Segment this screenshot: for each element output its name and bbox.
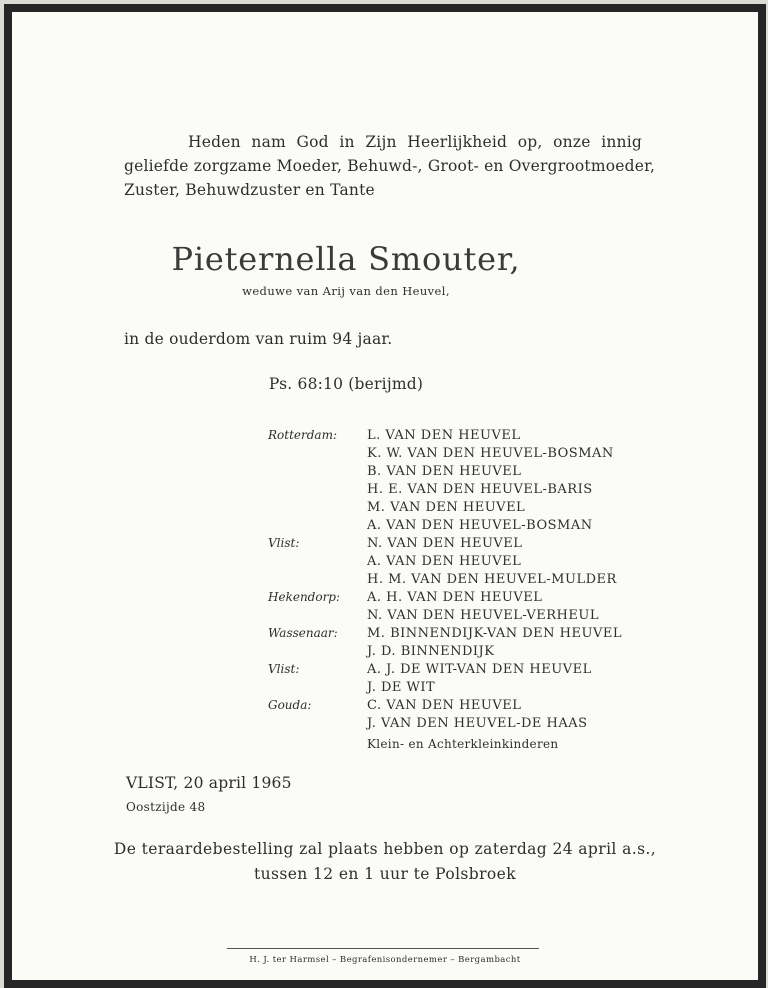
family-member: M. BINNENDIJK-VAN DEN HEUVEL [367, 626, 622, 641]
place-date: VLIST, 20 april 1965 [126, 774, 292, 792]
family-member: A. H. VAN DEN HEUVEL [367, 590, 543, 605]
family-member: A. J. DE WIT-VAN DEN HEUVEL [367, 662, 592, 677]
family-member: J. D. BINNENDIJK [367, 644, 495, 659]
family-member: A. VAN DEN HEUVEL-BOSMAN [367, 518, 593, 533]
family-group [268, 661, 622, 697]
family-member: N. VAN DEN HEUVEL-VERHEUL [367, 608, 599, 623]
family-member: K. W. VAN DEN HEUVEL-BOSMAN [367, 446, 614, 461]
psalm-reference: Ps. 68:10 (berijmd) [268, 375, 424, 393]
address: Oostzijde 48 [126, 800, 206, 814]
funeral-line: De teraardebestelling zal plaats hebben op zaterdag 24 april a.s., [113, 840, 657, 858]
widow-of-line: weduwe van Arij van den Heuvel, [242, 284, 450, 298]
family-member: M. VAN DEN HEUVEL [367, 500, 526, 515]
family-place: Rotterdam: [268, 428, 337, 442]
footer-divider [227, 948, 539, 949]
family-place: Hekendorp: [268, 590, 341, 604]
family-member: C. VAN DEN HEUVEL [367, 698, 522, 713]
family-member: H. M. VAN DEN HEUVEL-MULDER [367, 572, 617, 587]
obituary-card [4, 4, 766, 988]
family-member: J. VAN DEN HEUVEL-DE HAAS [367, 716, 588, 731]
family-place: Vlist: [268, 536, 300, 550]
intro-line: geliefde zorgzame Moeder, Behuwd-, Groot- en Overgrootmoeder, [124, 157, 656, 175]
family-member: B. VAN DEN HEUVEL [367, 464, 522, 479]
intro-text [124, 130, 656, 202]
family-group [268, 625, 622, 661]
family-place: Vlist: [268, 662, 300, 676]
family-member: N. VAN DEN HEUVEL [367, 536, 523, 551]
grandchildren-line: Klein- en Achterkleinkinderen [367, 737, 559, 751]
age-line: in de ouderdom van ruim 94 jaar. [124, 330, 393, 348]
family-member: A. VAN DEN HEUVEL [367, 554, 522, 569]
intro-line: Zuster, Behuwdzuster en Tante [124, 181, 375, 199]
deceased-name: Pieternella Smouter, [171, 240, 521, 278]
undertaker-footer: H. J. ter Harmsel – Begrafenisondernemer – Bergambacht [249, 955, 521, 965]
family-place: Wassenaar: [268, 626, 338, 640]
family-member: H. E. VAN DEN HEUVEL-BARIS [367, 482, 593, 497]
family-group [268, 697, 622, 733]
family-member: J. DE WIT [367, 680, 436, 695]
funeral-line: tussen 12 en 1 uur te Polsbroek [253, 865, 517, 883]
family-list [268, 427, 622, 755]
family-group [268, 427, 622, 535]
family-group [268, 535, 622, 589]
family-group [268, 589, 622, 625]
intro-line: Heden nam God in Zijn Heerlijkheid op, onze innig [188, 133, 642, 151]
family-place: Gouda: [268, 698, 312, 712]
family-member: L. VAN DEN HEUVEL [367, 428, 521, 443]
